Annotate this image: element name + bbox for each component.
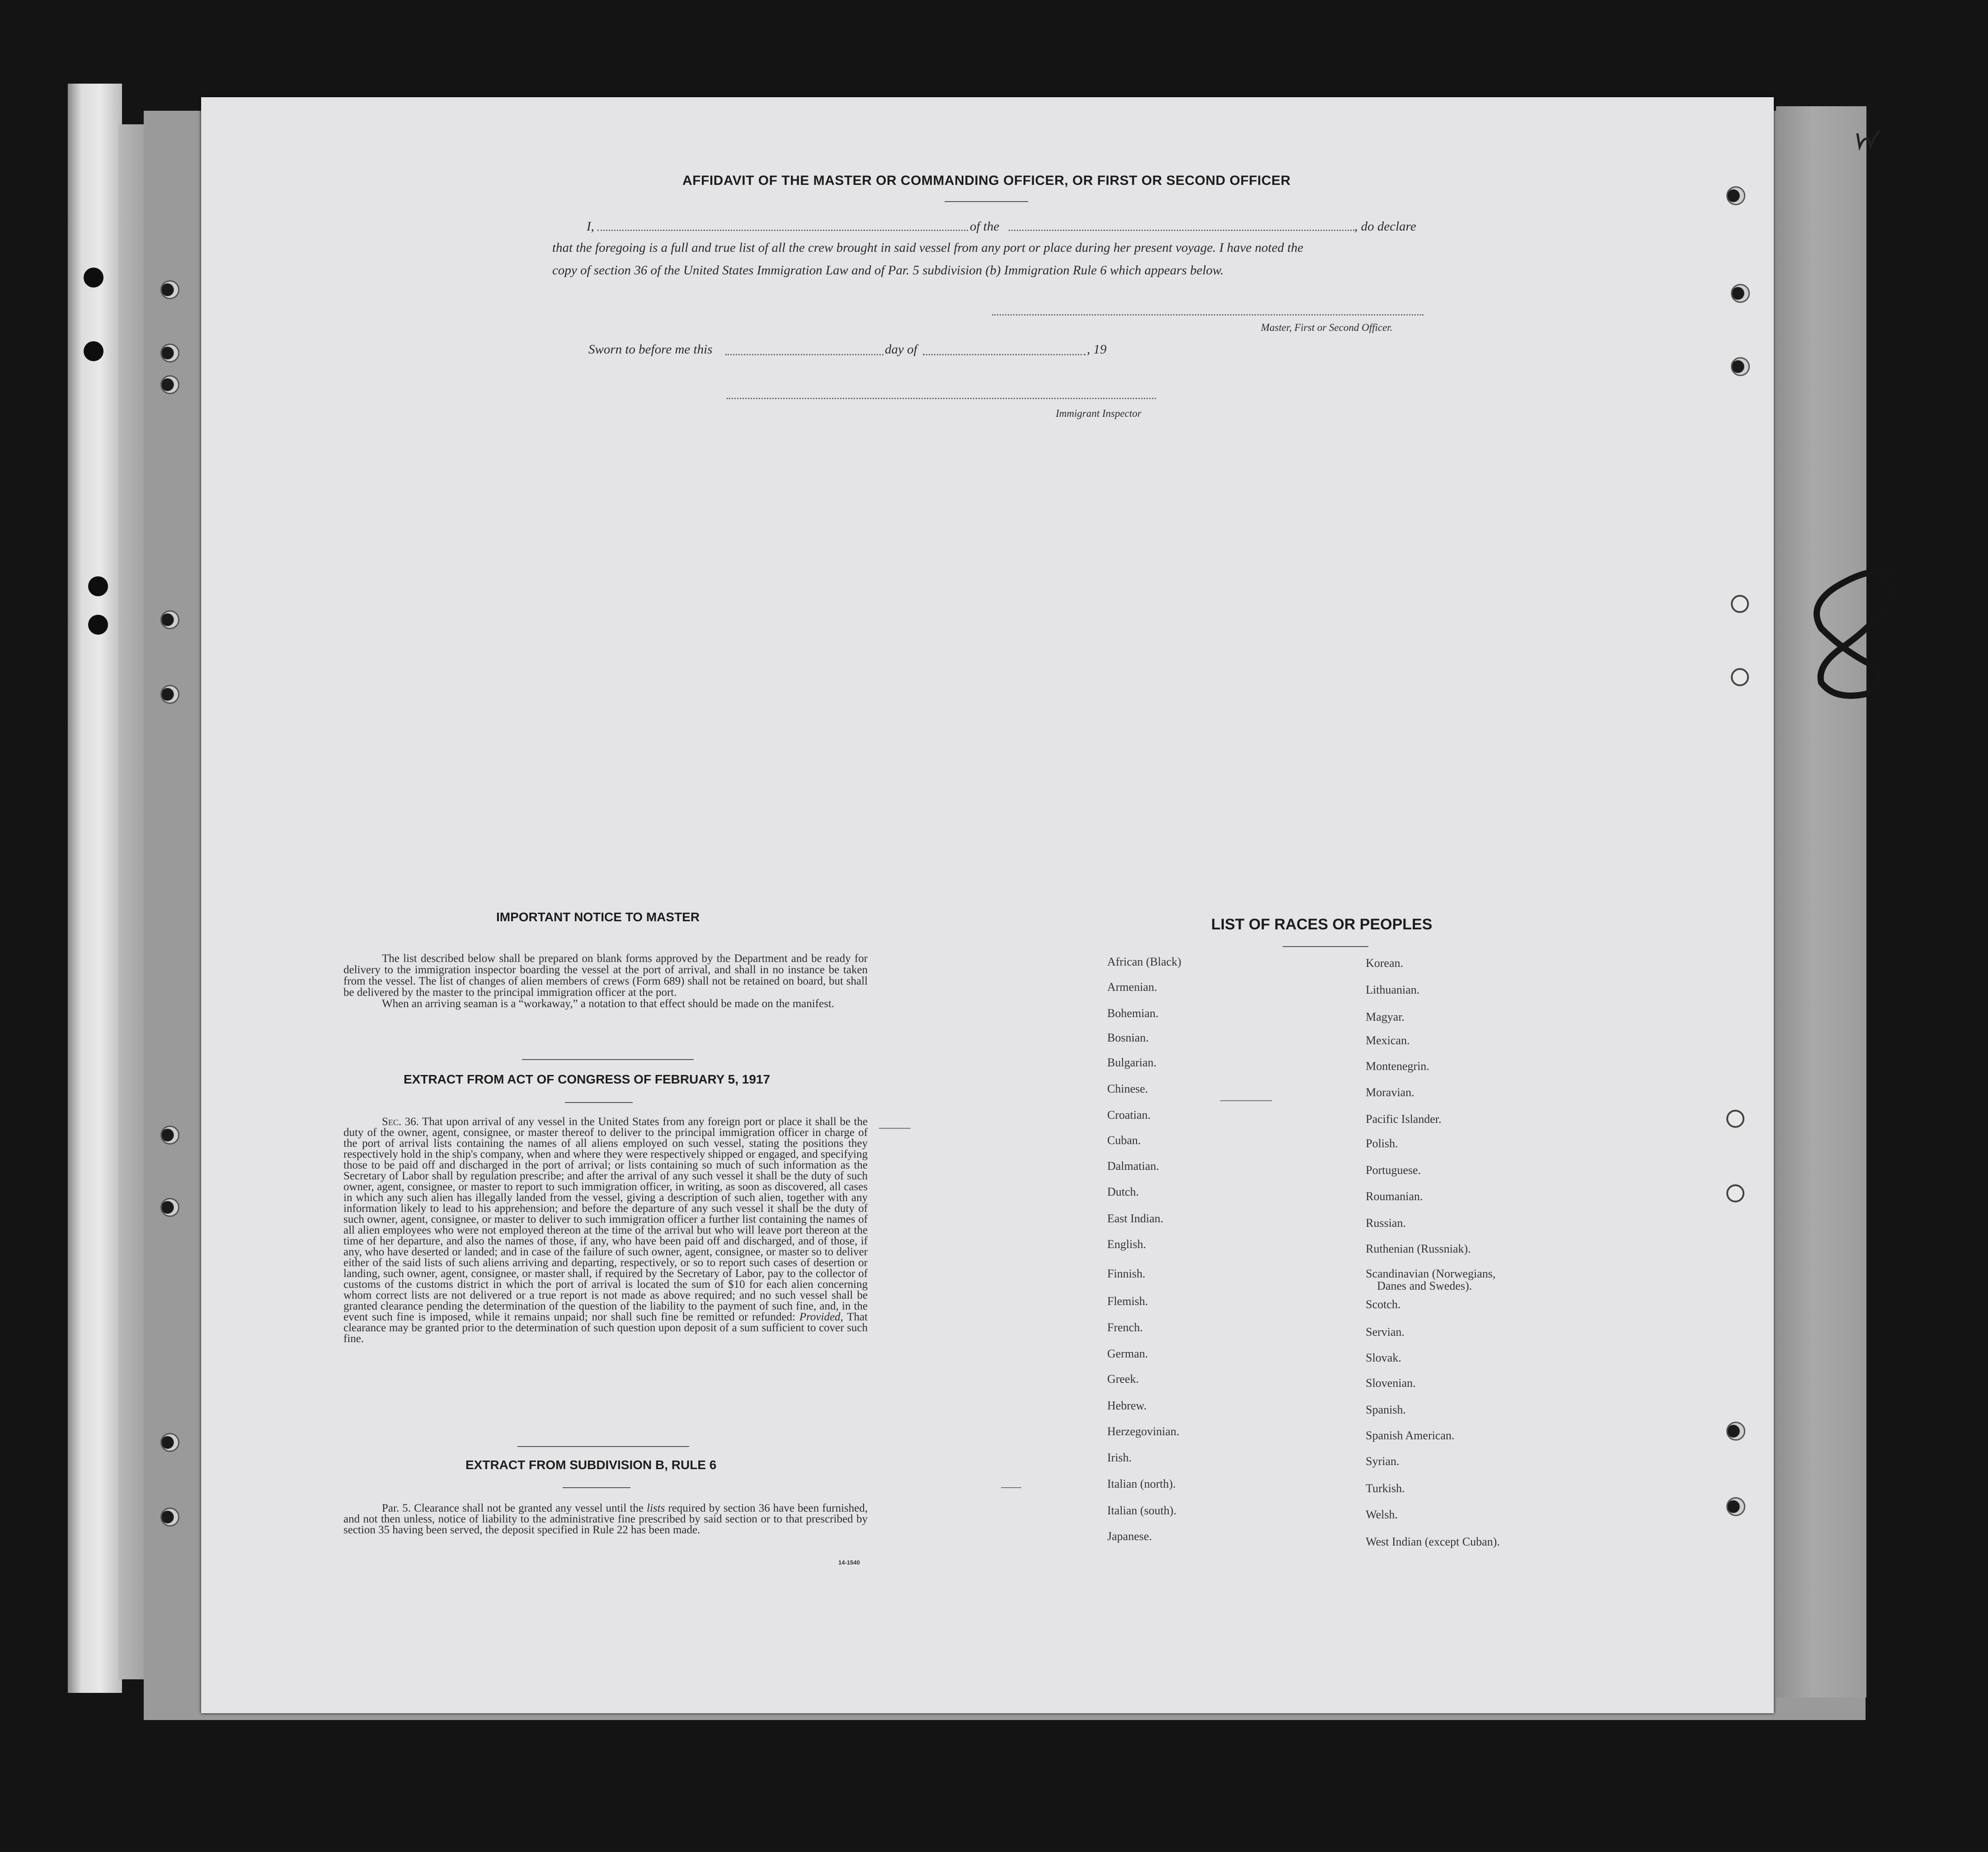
section-divider [517,1446,689,1447]
binder-hole [1726,186,1745,205]
inspector-signature-field[interactable] [727,398,1156,399]
section-36-label: Sec. 36. [382,1116,419,1128]
race-item: Magyar. [1366,1010,1405,1023]
race-item: Greek. [1107,1372,1139,1385]
race-item: Bulgarian. [1107,1056,1157,1069]
par-5-end: required by section 36 have been furnished, and not then unless, notice of liability to the administrative fine prescribed by said section or to that prescribed by section 35 having been served, the deposit specified in Rule 22 has been made. [343,1502,868,1536]
binder-hole [1731,357,1750,376]
master-name-field[interactable] [597,230,968,231]
race-item: Italian (south). [1107,1504,1177,1517]
binder-hole [88,576,108,596]
race-item: Slovak. [1366,1351,1401,1364]
section-36-text [343,1117,868,1344]
race-item: Dutch. [1107,1185,1139,1198]
section-36-body: That upon arrival of any vessel in the United States from any foreign port or place it shall be the duty of the owner, agent, consignee, or master thereof to deliver to the principal immigration officer in charge of the port of arrival lists containing the names of all aliens employed on such vessel, stating the positions they respectively hold in the ship's company, when and where they were respectively shipped or engaged, and specifying those to be paid off and discharged in the port of arrival; or lists containing so much of such information as the Secretary of Labor shall by regulation prescribe; and after the arrival of any such vessel it shall be the duty of such owner, agent, consignee, or master to report to such immigration officer, in writing, as soon as discovered, all cases in which any such alien has illegally landed from the vessel, giving a description of such alien, together with any information likely to lead to his apprehension; and before the departure of any such vessel it shall be the duty of such owner, agent, consignee, or master to deliver to such immigration officer a further list containing the names of all alien employees who were not employed thereon at the time of the arrival but who will leave port thereon at the time of her departure, and also the names of those, if any, who have been paid off and discharged, and of those, if any, who have deserted or landed; and in case of the failure of such owner, agent, consignee, or master so to deliver either of the said lists of such aliens arriving and departing, respectively, or so to report such cases of desertion or landing, such owner, agent, consignee, or master shall, if required by the Secretary of Labor, pay to the collector of customs of the customs district in which the port of arrival is located the sum of $10 for each alien concerning whom correct lists are not delivered or a true report is not made as above required; and no such vessel shall be granted clearance pending the determination of the question of the liability to the payment of such fine, and, in the event such fine is imposed, while it remains unpaid; nor shall such fine be remitted or refunded: [343,1116,868,1323]
binder-hole [1726,1497,1745,1516]
provided-label: Provided, [799,1311,843,1323]
binder-hole [88,615,108,635]
binder-hole [160,344,179,363]
race-item-continuation: Danes and Swedes). [1377,1279,1472,1292]
binder-hole [160,685,179,704]
scratch-mark [879,1128,911,1129]
race-item: Lithuanian. [1366,983,1420,996]
affidavit-line-3: copy of section 36 of the United States Immigration Law and of Par. 5 subdivision (b) Immigration Rule 6 which appears below. [552,263,1224,278]
race-item: Ruthenian (Russniak). [1366,1242,1471,1255]
race-item: Italian (north). [1107,1477,1176,1490]
race-item: Croatian. [1107,1108,1151,1122]
form-number: 14-1540 [838,1559,860,1566]
binder-hole [1726,1422,1745,1441]
officer-signature-field[interactable] [992,314,1424,316]
affidavit-of-the: of the [970,219,1000,234]
binder-hole [1731,284,1750,303]
binder-hole [160,1198,179,1217]
race-item: English. [1107,1238,1146,1251]
race-item: West Indian (except Cuban). [1366,1535,1500,1548]
binder-hole [160,1508,179,1527]
section-divider [522,1059,694,1060]
race-item: Irish. [1107,1451,1132,1464]
race-item: Chinese. [1107,1082,1148,1095]
extract-act-title: EXTRACT FROM ACT OF CONGRESS OF FEBRUARY 5, 1917 [404,1072,771,1086]
scratch-mark [1220,1100,1272,1101]
race-item: Cuban. [1107,1134,1141,1147]
notice-paragraph-2: When an arriving seaman is a “workaway,” a notation to that effect should be made on the manifest. [382,998,835,1010]
race-item: Mexican. [1366,1034,1410,1047]
binder-hole [1726,1184,1744,1202]
race-item: Finnish. [1107,1267,1146,1280]
left-paper-strip [68,84,122,1693]
race-item: Slovenian. [1366,1376,1416,1390]
race-item: Bohemian. [1107,1007,1159,1020]
race-item: Scandinavian (Norwegians, [1366,1267,1496,1280]
race-item: Japanese. [1107,1530,1152,1543]
affidavit-line-2: that the foregoing is a full and true list of all the crew brought in said vessel from any port or place during her present voyage. I have noted the [552,240,1303,255]
right-sheet [1776,106,1866,1697]
binder-hole [160,1126,179,1145]
binder-hole [1726,1110,1744,1128]
race-item: Korean. [1366,957,1404,970]
race-item: Spanish American. [1366,1429,1455,1442]
handwritten-corner-mark [1855,129,1882,151]
sworn-month-field[interactable] [923,354,1086,355]
sworn-prefix: Sworn to before me this [588,342,713,357]
race-item: Montenegrin. [1366,1060,1429,1073]
race-item: Flemish. [1107,1295,1148,1308]
affidavit-i: I, [587,219,594,234]
handwritten-number-8 [1803,561,1907,701]
race-item: French. [1107,1321,1143,1334]
sworn-year: , 19 [1087,342,1107,357]
affidavit-declare: , do declare [1354,219,1416,234]
binder-hole [1731,595,1749,613]
binder-hole [160,280,179,299]
race-item: German. [1107,1347,1148,1360]
race-item: African (Black) [1107,955,1181,968]
affidavit-title: AFFIDAVIT OF THE MASTER OR COMMANDING OFFICER, OR FIRST OR SECOND OFFICER [682,173,1291,188]
race-item: Hebrew. [1107,1399,1147,1412]
race-item: Russian. [1366,1216,1406,1230]
binder-hole [84,341,103,361]
race-item: Moravian. [1366,1086,1415,1099]
title-underline [945,201,1028,202]
race-item: Turkish. [1366,1482,1405,1495]
title-underline [1283,946,1368,947]
race-item: Spanish. [1366,1403,1406,1416]
title-underline [563,1487,630,1488]
sworn-day-of: day of [885,342,917,357]
race-item: Dalmatian. [1107,1159,1159,1173]
binder-hole [160,610,179,629]
par-5-start: Par. 5. Clearance shall not be granted any vessel until the [382,1502,644,1514]
notice-title: IMPORTANT NOTICE TO MASTER [496,910,700,924]
binder-hole [1731,668,1749,686]
extract-rule-title: EXTRACT FROM SUBDIVISION B, RULE 6 [465,1458,717,1472]
signature-caption: Master, First or Second Officer. [1261,322,1393,333]
lists-word: lists [647,1502,665,1514]
section-36-end: That clearance may be granted prior to the determination of such question upon deposit of a sum sufficient to cover such fine. [343,1311,868,1345]
vessel-name-field[interactable] [1009,230,1354,231]
race-item: Herzegovinian. [1107,1425,1180,1438]
form-sheet [201,97,1774,1713]
binder-hole [84,268,103,287]
race-item: East Indian. [1107,1212,1164,1225]
sworn-day-field[interactable] [725,354,884,355]
race-item: Polish. [1366,1137,1398,1150]
binder-hole [160,1433,179,1452]
race-item: Scotch. [1366,1298,1401,1311]
race-item: Armenian. [1107,980,1157,994]
scratch-mark [1001,1487,1021,1488]
races-title: LIST OF RACES OR PEOPLES [1211,916,1433,933]
notice-body [343,953,868,1009]
race-item: Welsh. [1366,1508,1398,1521]
binder-hole [160,375,179,394]
race-item: Servian. [1366,1325,1405,1338]
race-item: Syrian. [1366,1455,1400,1468]
race-item: Pacific Islander. [1366,1112,1442,1126]
notice-paragraph-1: The list described below shall be prepared on blank forms approved by the Department and be ready for delivery to the immigration inspector boarding the vessel at the port of arrival, and shall in no instance be taken from the vessel. The list of changes of alien members of crews (Form 689) shall not be retained on board, but shall be delivered by the master to the principal immigration officer at the port. [343,952,868,999]
race-item: Portuguese. [1366,1164,1421,1177]
race-item: Bosnian. [1107,1031,1149,1044]
left-paper-edge [118,124,146,1679]
par-5-text [343,1503,868,1536]
inspector-caption: Immigrant Inspector [1056,408,1142,419]
title-underline [565,1102,633,1103]
race-item: Roumanian. [1366,1190,1423,1203]
